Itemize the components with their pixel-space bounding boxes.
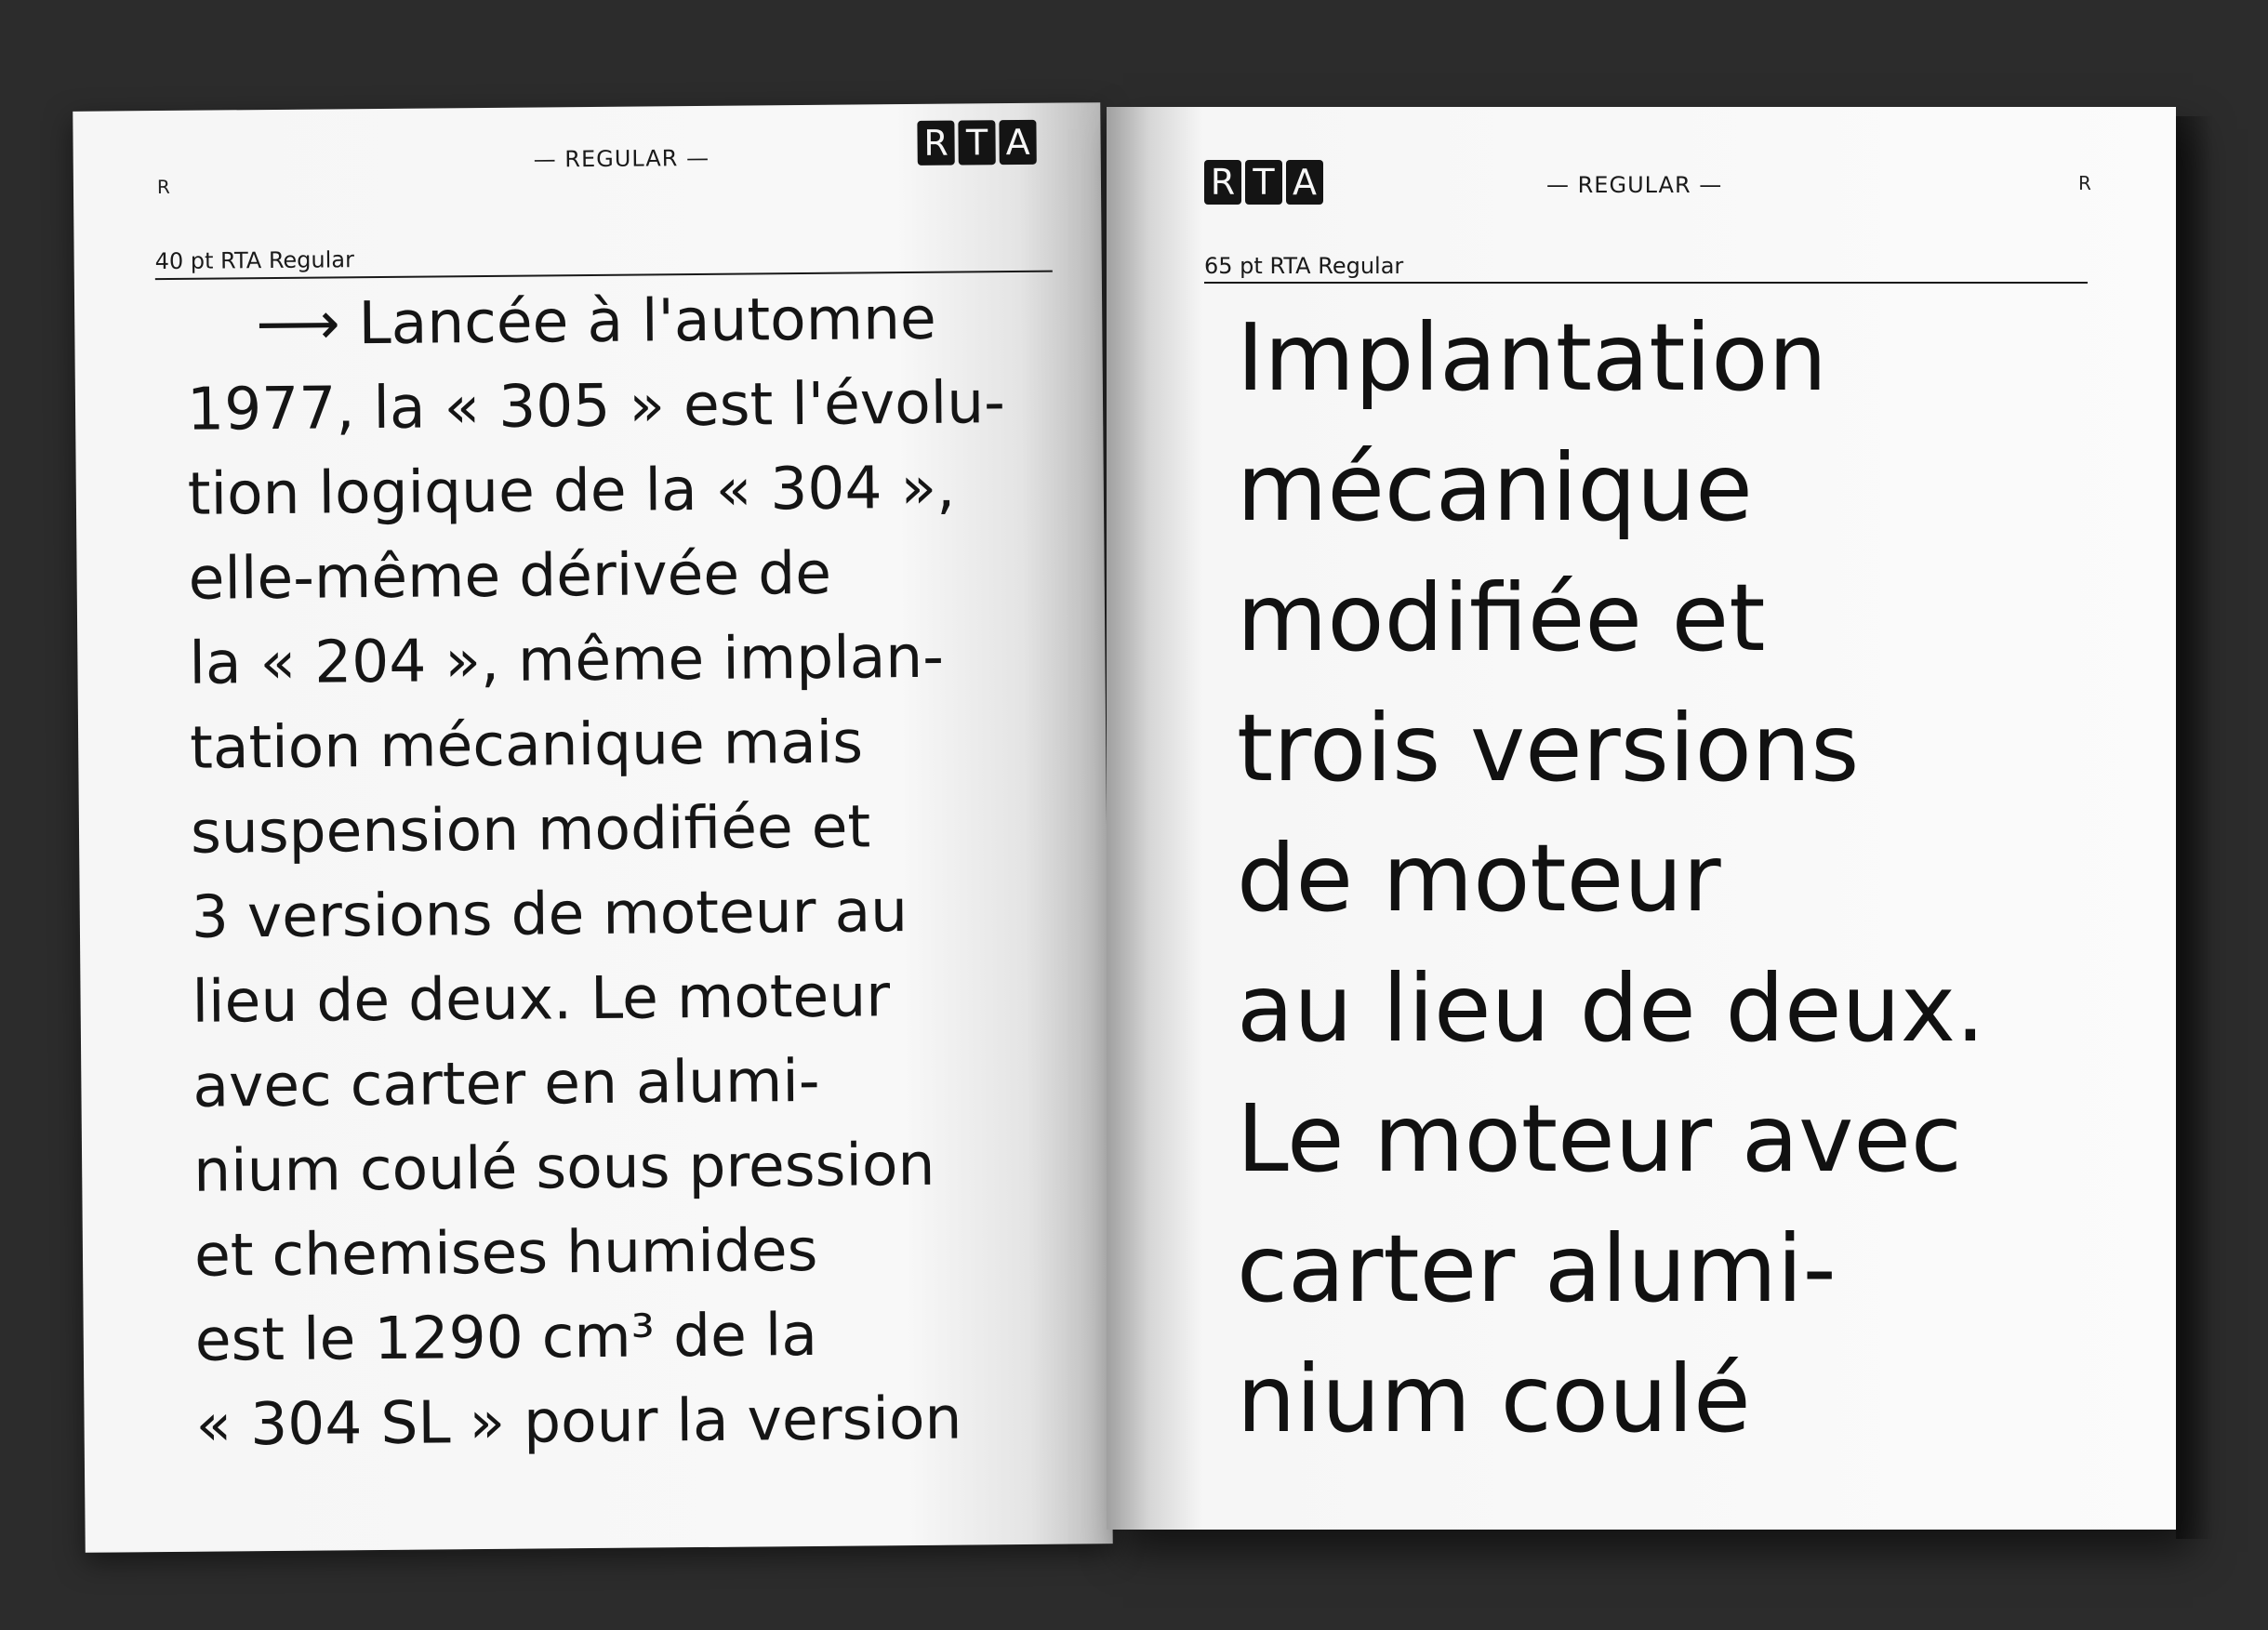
right-page-shadow	[2176, 116, 2213, 1539]
left-page	[73, 102, 1112, 1553]
text-line: « 304 SL » pour la version	[195, 1384, 962, 1459]
text-line: nium coulé sous pression	[192, 1130, 935, 1205]
text-line: modifiée et	[1237, 563, 1766, 672]
text-line: suspension modifiée et	[190, 792, 871, 867]
text-line: 1977, la « 305 » est l'évolu-	[186, 368, 1006, 444]
logo-letter-t: T	[1245, 160, 1282, 205]
logo-letter-r: R	[1204, 160, 1241, 205]
text-line: ⟶ Lancée à l'automne	[255, 284, 937, 359]
right-rta-logo	[1204, 160, 1323, 205]
text-line: est le 1290 cm³ de la	[194, 1300, 818, 1374]
left-page-folio: R	[156, 175, 170, 199]
text-line: au lieu de deux.	[1237, 954, 1985, 1063]
text-line: 3 versions de moteur au	[191, 877, 909, 951]
text-line: Le moteur avec	[1237, 1084, 1962, 1193]
right-page-folio: R	[2078, 172, 2091, 194]
text-line: nium coulé	[1237, 1345, 1751, 1453]
right-spec-label: 65 pt RTA Regular	[1204, 253, 1404, 279]
logo-letter-a: A	[999, 120, 1036, 165]
right-body-text	[1237, 293, 1985, 1464]
text-line: avec carter en alumi-	[192, 1046, 820, 1120]
right-header-rule	[1204, 282, 2088, 284]
left-spec-label: 40 pt RTA Regular	[154, 246, 355, 275]
text-line: la « 204 », même implan-	[189, 622, 945, 697]
text-line: de moteur	[1237, 824, 1721, 933]
text-line: tion logique de la « 304 »,	[187, 453, 956, 528]
text-line: carter alumi-	[1237, 1214, 1837, 1323]
text-line: lieu de deux. Le moteur	[192, 961, 891, 1036]
text-line: tation mécanique mais	[189, 708, 864, 782]
text-line: Implantation	[1237, 303, 1827, 412]
left-body-text	[186, 275, 1015, 1467]
right-page	[1107, 107, 2176, 1530]
text-line: et chemises humides	[193, 1215, 818, 1290]
left-section-label: — REGULAR —	[533, 144, 710, 173]
text-line: mécanique	[1237, 433, 1753, 542]
text-line: elle-même dérivée de	[188, 538, 832, 613]
left-rta-logo	[917, 120, 1036, 166]
logo-letter-t: T	[958, 120, 995, 165]
right-section-label: — REGULAR —	[1546, 172, 1723, 198]
text-line: trois versions	[1237, 694, 1860, 802]
logo-letter-r: R	[917, 121, 954, 166]
logo-letter-a: A	[1286, 160, 1323, 205]
